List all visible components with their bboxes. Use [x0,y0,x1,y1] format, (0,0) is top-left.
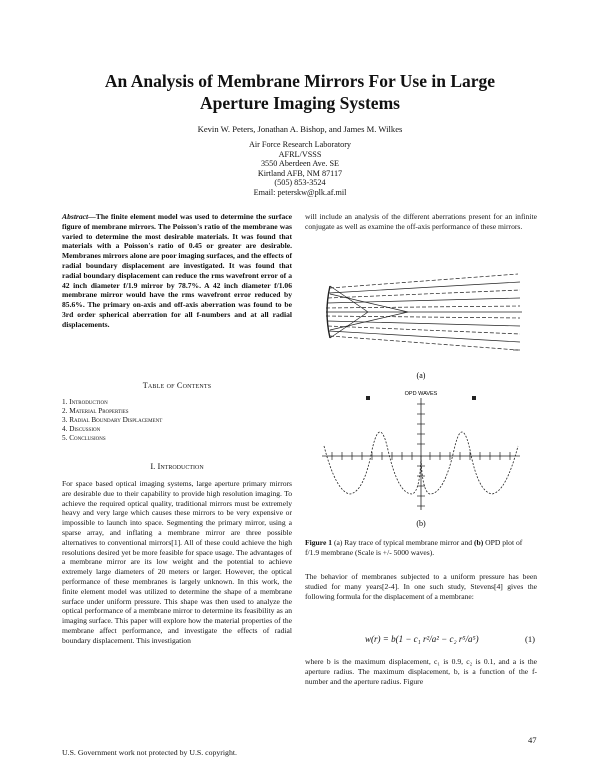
affiliation [0,140,600,198]
figure-1 [308,268,534,537]
affil-email: Email: peterskw@plk.af.mil [253,187,347,197]
equation-expression: w(r) = b(1 − c₁ r²/a² − c₂ r⁵/a⁵) [365,634,479,644]
authors: Kevin W. Peters, Jonathan A. Bishop, and James M. Wilkes [197,124,403,134]
affil-phone: (505) 853-3524 [274,178,326,188]
abstract [62,212,292,330]
page-number: 47 [528,735,537,745]
caption-text-b: OPD plot of f/1.9 membrane (Scale is +/- 5000 waves). [305,538,523,557]
affil-street: 3550 Aberdeen Ave. SE [260,159,340,169]
affil-city: Kirtland AFB, NM 87117 [257,168,343,178]
ray-line [330,274,518,288]
affil-org: Air Force Research Laboratory [248,140,352,149]
caption-text-a: (a) Ray trace of typical membrane mirror and [332,538,474,547]
caption-label-b: (b) [473,538,484,547]
figure-1-caption [305,538,537,558]
affil-dept: AFRL/VSSS [278,149,322,159]
section-heading-introduction: I. Introduction [150,461,204,471]
equation-1 [305,628,537,654]
figure-1-graphic [308,268,534,532]
opd-plot-title: OPD WAVES [404,391,438,397]
intro-paragraph: For space based optical imaging systems, large aperture primary mirrors are desirable due to their capability to provide high resolution imaging. To achieve the required optical quality, traditional mirrors must be extremely heavy and very large which causes these mirrors to be very expensive or impossible to launch into space. Segmenting the primary mirror, using a sparse array, and inflating a membrane mirror are three possible alternatives to conventional mirrors[1]. All of these could achieve the high resolutions desired yet be more feasible for space usage. The advantages of a membrane mirror are its low weight and the potential to achieve extremely large diameters of 20 meters or larger. However, the optical performance of these membranes is largely unknown. In this work, the finite element model was utilized to determine the shape of a membrane surface under uniform pressure. This shape was then used to analyze the optical performance of a membrane mirror to determine its feasibility as an imaging surface. This paper will explore how the material properties of the membrane affect performance, and investigate the effects of radial boundary displacement. This investigation [62,479,292,645]
abstract-text: —The finite element model was used to determine the surface figure of membrane mirrors. The Poisson's ratio of the membrane was varied to determine the most desirable materials. It was found that materials with a Poisson's ratio of 0.45 or greater are desirable. Membranes mirrors alone are poor imaging surfaces, and the effects of radial boundary displacement are investigated. It was found that radial boundary displacement can reduce the rms wavefront error of a 42 inch diameter f/1.9 mirror by 78.7%. A 42 inch diameter f/1.06 membrane mirror would have the rms wavefront error reduced by 85.6%. The primary on-axis and off-axis aberration was found to be 3rd order spherical aberration for all f-numbers and at all radial displacements. [62,212,292,329]
figure-label-a: (a) [416,371,426,380]
equation-number: (1) [524,634,535,644]
ray-trace-diagram [326,274,522,350]
toc-item: 3. Radial Boundary Displacement [62,416,163,424]
toc-item: 2. Material Properties [62,407,129,415]
toc-item: 1. Introduction [62,398,108,406]
toc-item: 5. Conclusions [62,434,106,442]
copyright-footer: U.S. Government work not protected by U.S. copyright. [62,748,237,757]
opd-marker [472,396,476,400]
abstract-lead: Abstract [62,212,89,221]
title-line-2: Aperture Imaging Systems [200,93,400,113]
right-column-paragraph-2: where b is the maximum displacement, c₁ is 0.9, c₂ is 0.1, and a is the aperture radius. The maximum displacement, b, is a function of the f-number and the aperture radius. Figure [305,657,537,686]
toc-heading: Table of Contents [142,381,212,390]
right-column-paragraph-1: The behavior of membranes subjected to a uniform pressure has been studied for many years[2-4]. In one such study, Stevens[4] gives the following formula for the displacement of a membrane: [305,572,537,601]
opd-plot [322,391,520,510]
opd-marker [366,396,370,400]
toc-item: 4. Discussion [62,425,101,433]
right-column-intro-continued: will include an analysis of the different aberrations present for an infinite conjugate as well as examine the off-axis performance of these mirrors. [305,212,537,231]
caption-figure-label: Figure 1 [305,538,333,547]
figure-label-b: (b) [416,519,426,528]
table-of-contents [62,398,292,443]
title-line-1: An Analysis of Membrane Mirrors For Use in Large [104,71,496,91]
paper-title [0,70,600,114]
